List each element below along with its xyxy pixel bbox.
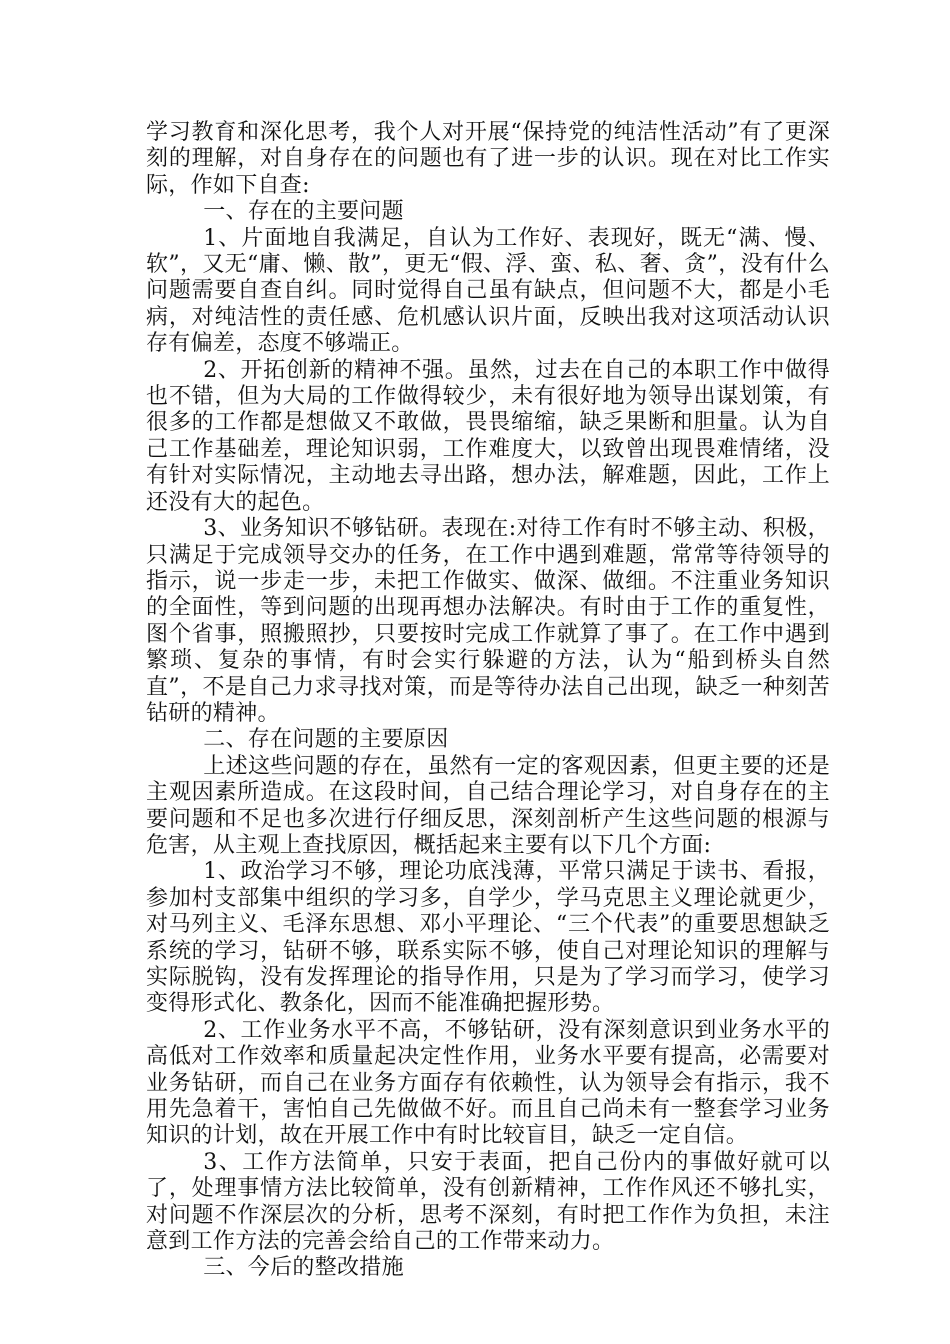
paragraph: 2、工作业务水平不高，不够钻研，没有深刻意识到业务水平的高低对工作效率和质量起决定性作用，业务水平要有提高，必需要对业务钻研，而自己在业务方面存有依赖性，认为领导会有指示，我不用先急着干，害怕自己先做做不好。而且自己尚未有一整套学习业务知识的计划，故在开展工作中有时比较盲目，缺乏一定自信。 [146,1017,830,1149]
section-heading-2: 二、存在问题的主要原因 [203,727,449,753]
paragraph: 1、片面地自我满足，自认为工作好、表现好，既无“满、慢、软”，又无“庸、懒、散”，更无“假、浮、蛮、私、奢、贪”，没有什么问题需要自查自纠。同时觉得自己虽有缺点，但问题不大，都是小毛病，对纯洁性的责任感、危机感认识片面，反映出我对这项活动认识存有偏差，态度不够端正。 [146,225,830,357]
paragraph: 上述这些问题的存在，虽然有一定的客观因素，但更主要的还是主观因素所造成。在这段时间，自己结合理论学习，对自身存在的主要问题和不足也多次进行仔细反思，深刻剖析产生这些问题的根源与危害，从主观上查找原因，概括起来主要有以下几个方面: [146,753,830,858]
paragraph: 3、业务知识不够钻研。表现在:对待工作有时不够主动、积极，只满足于完成领导交办的任务，在工作中遇到难题，常常等待领导的指示，说一步走一步，未把工作做实、做深、做细。不注重业务知识的全面性，等到问题的出现再想办法解决。有时由于工作的重复性，图个省事，照搬照抄，只要按时完成工作就算了事了。在工作中遇到繁琐、复杂的事情，有时会实行躲避的方法，认为“船到桥头自然直”，不是自己力求寻找对策，而是等待办法自己出现，缺乏一种刻苦钻研的精神。 [146,516,830,726]
section-heading-3: 三、今后的整改措施 [203,1255,404,1281]
document-body [146,120,830,1282]
paragraph: 3、工作方法简单，只安于表面，把自己份内的事做好就可以了，处理事情方法比较简单，没有创新精神，工作作风还不够扎实，对问题不作深层次的分析，思考不深刻，有时把工作作为负担，未注意到工作方法的完善会给自己的工作带来动力。 [146,1149,830,1255]
paragraph: 2、开拓创新的精神不强。虽然，过去在自己的本职工作中做得也不错，但为大局的工作做得较少，未有很好地为领导出谋划策，有很多的工作都是想做又不敢做，畏畏缩缩，缺乏果断和胆量。认为自己工作基础差，理论知识弱，工作难度大，以致曾出现畏难情绪，没有针对实际情况，主动地去寻出路，想办法，解难题，因此，工作上还没有大的起色。 [146,357,830,515]
paragraph: 1、政治学习不够，理论功底浅薄，平常只满足于读书、看报，参加村支部集中组织的学习多，自学少，学马克思主义理论就更少，对马列主义、毛泽东思想、邓小平理论、“三个代表”的重要思想缺乏系统的学习，钻研不够，联系实际不够，使自己对理论知识的理解与实际脱钩，没有发挥理论的指导作用，只是为了学习而学习，使学习变得形式化、教条化，因而不能准确把握形势。 [146,859,830,1017]
section-heading-1: 一、存在的主要问题 [203,199,404,225]
paragraph-intro: 学习教育和深化思考，我个人对开展“保持党的纯洁性活动”有了更深刻的理解，对自身存在的问题也有了进一步的认识。现在对比工作实际，作如下自查: [146,120,830,198]
